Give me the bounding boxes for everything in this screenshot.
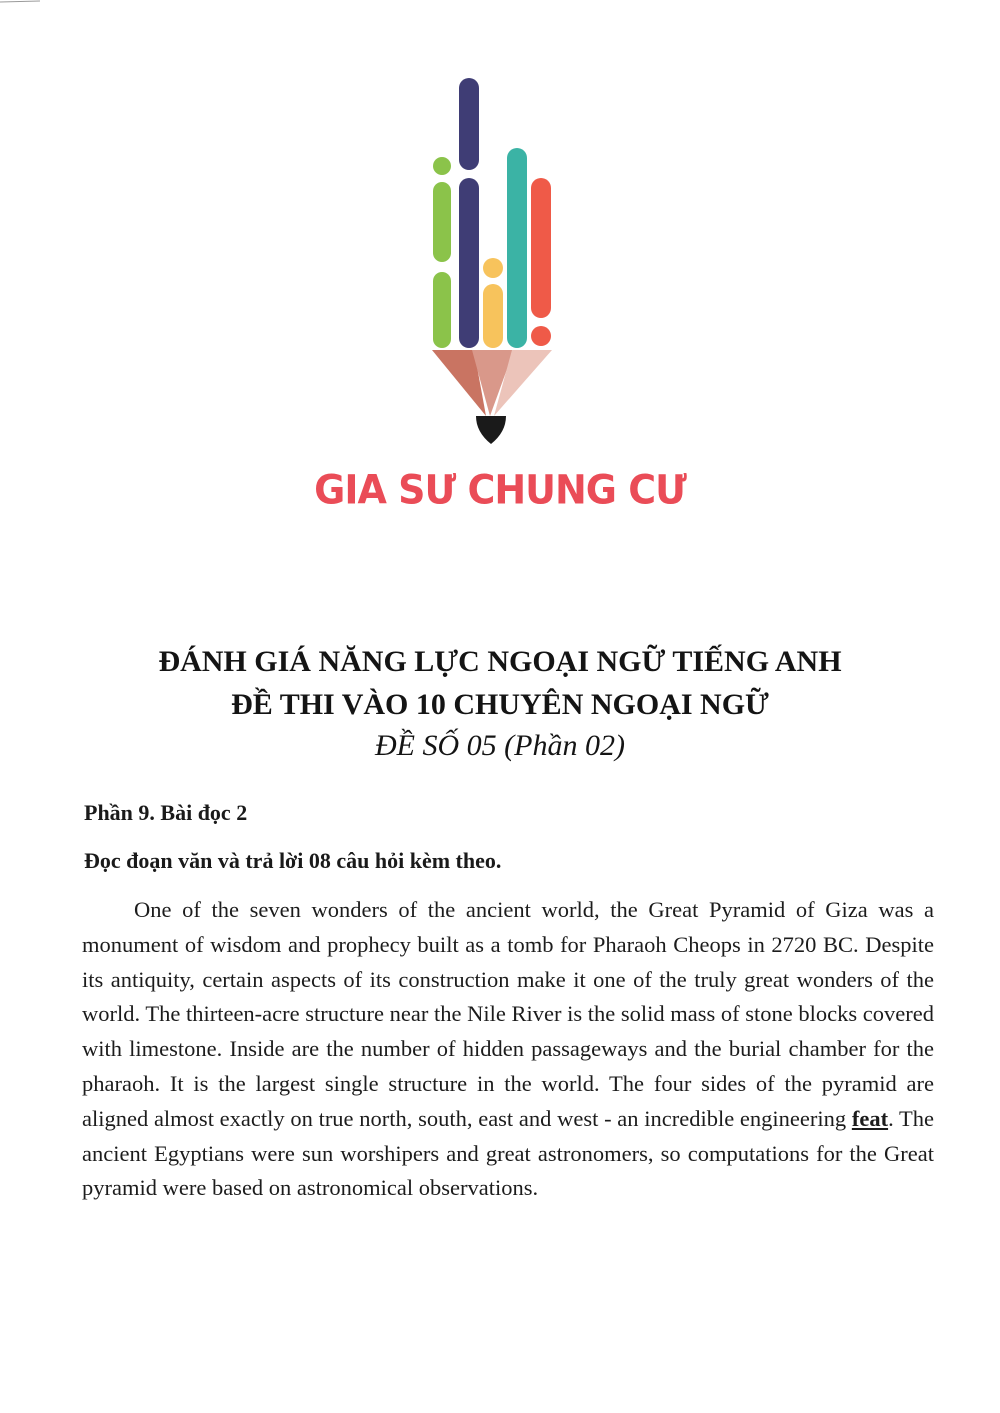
- logo-teal-bar: [507, 148, 527, 348]
- passage-text-before: One of the seven wonders of the ancient world, the Great Pyramid of Giza was a monument of wisdom and prophecy built as a tomb for Pharaoh Cheops in 2720 BC. Despite its antiquity, certain aspects of its construction make it one of the truly great wonders of the world. The thirteen-acre structure near the Nile River is the solid mass of stone blocks covered with limestone. Inside are the number of hidden passageways and the burial chamber for the pharaoh. It is the largest single structure in the world. The four sides of the pyramid are aligned almost exactly on true north, south, east and west - an incredible engineering: [82, 897, 934, 1131]
- logo-navy-bar-bottom: [459, 178, 479, 348]
- exam-subtitle: ĐỀ SỐ 05 (Phần 02): [375, 729, 625, 762]
- scan-edge-mark: [0, 0, 40, 4]
- logo-navy-bar-top: [459, 78, 479, 170]
- passage-text-after: . The ancient Egyptians were sun worshipers and great astronomers, so computations for the Great pyramid were based on astronomical observations.: [82, 1105, 934, 1201]
- logo-green-bar-bottom: [433, 272, 451, 348]
- reading-passage: [82, 893, 934, 1206]
- logo-wordmark: GIA SƯ CHUNG CƯ: [314, 466, 686, 514]
- logo-green-bar-top: [433, 182, 451, 262]
- section-heading: Phần 9. Bài đọc 2: [84, 800, 248, 825]
- logo-red-bar: [531, 178, 551, 318]
- passage-highlight-word: feat: [851, 1105, 889, 1131]
- title-line-1: ĐÁNH GIÁ NĂNG LỰC NGOẠI NGỮ TIẾNG ANH: [158, 645, 842, 678]
- logo-yellow-dot: [483, 258, 503, 278]
- logo-yellow-bar: [483, 284, 503, 348]
- logo-pencil-lead: [476, 416, 506, 444]
- title-line-2: ĐỀ THI VÀO 10 CHUYÊN NGOẠI NGỮ: [231, 688, 769, 721]
- section-instruction: Đọc đoạn văn và trả lời 08 câu hỏi kèm theo.: [84, 848, 502, 873]
- logo-red-dot: [531, 326, 551, 346]
- document-header: [0, 640, 1000, 766]
- logo-green-dot: [433, 157, 451, 175]
- pencil-logo-icon: [428, 74, 558, 454]
